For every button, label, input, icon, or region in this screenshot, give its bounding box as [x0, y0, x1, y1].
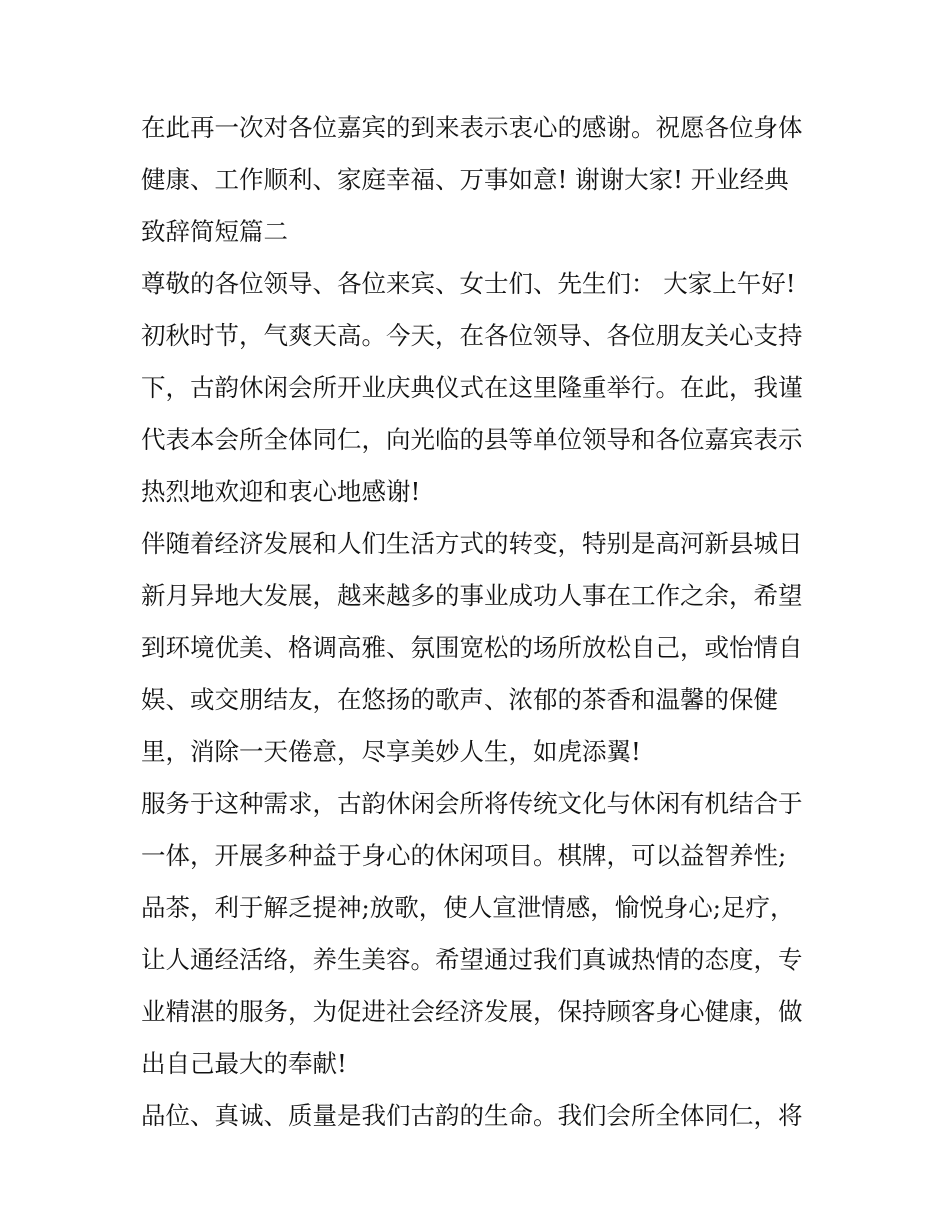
text-line: 尊敬的各位领导、各位来宾、女士们、先生们： 大家上午好!: [141, 269, 796, 298]
text-line: 在此再一次对各位嘉宾的到来表示衷心的感谢。祝愿各位身体: [141, 113, 803, 142]
text-line: 健康、工作顺利、家庭幸福、万事如意! 谢谢大家! 开业经典: [141, 165, 789, 194]
text-line: 出自己最大的奉献!: [141, 1049, 347, 1078]
text-line: 热烈地欢迎和衷心地感谢!: [141, 477, 421, 506]
text-line: 品茶，利于解乏提神;放歌，使人宣泄情感，愉悦身心;足疗，: [141, 893, 795, 922]
text-line: 服务于这种需求，古韵休闲会所将传统文化与休闲有机结合于: [141, 789, 803, 818]
text-line: 下，古韵休闲会所开业庆典仪式在这里隆重举行。在此，我谨: [141, 373, 803, 402]
text-line: 业精湛的服务，为促进社会经济发展，保持顾客身心健康，做: [141, 997, 803, 1026]
text-line: 娱、或交朋结友，在悠扬的歌声、浓郁的茶香和温馨的保健: [141, 685, 778, 714]
text-line: 致辞简短篇二: [141, 217, 288, 246]
text-line: 新月异地大发展，越来越多的事业成功人事在工作之余，希望: [141, 581, 803, 610]
text-line: 品位、真诚、质量是我们古韵的生命。我们会所全体同仁，将: [141, 1101, 803, 1130]
text-line: 伴随着经济发展和人们生活方式的转变，特别是高河新县城日: [141, 529, 803, 558]
text-line: 里，消除一天倦意，尽享美妙人生，如虎添翼!: [141, 737, 641, 766]
text-line: 让人通经活络，养生美容。希望通过我们真诚热情的态度，专: [141, 945, 803, 974]
text-line: 到环境优美、格调高雅、氛围宽松的场所放松自己，或怡情自: [141, 633, 803, 662]
text-line: 初秋时节，气爽天高。今天，在各位领导、各位朋友关心支持: [141, 321, 803, 350]
text-line: 一体，开展多种益于身心的休闲项目。棋牌，可以益智养性;: [141, 841, 787, 870]
text-line: 代表本会所全体同仁，向光临的县等单位领导和各位嘉宾表示: [141, 425, 803, 454]
